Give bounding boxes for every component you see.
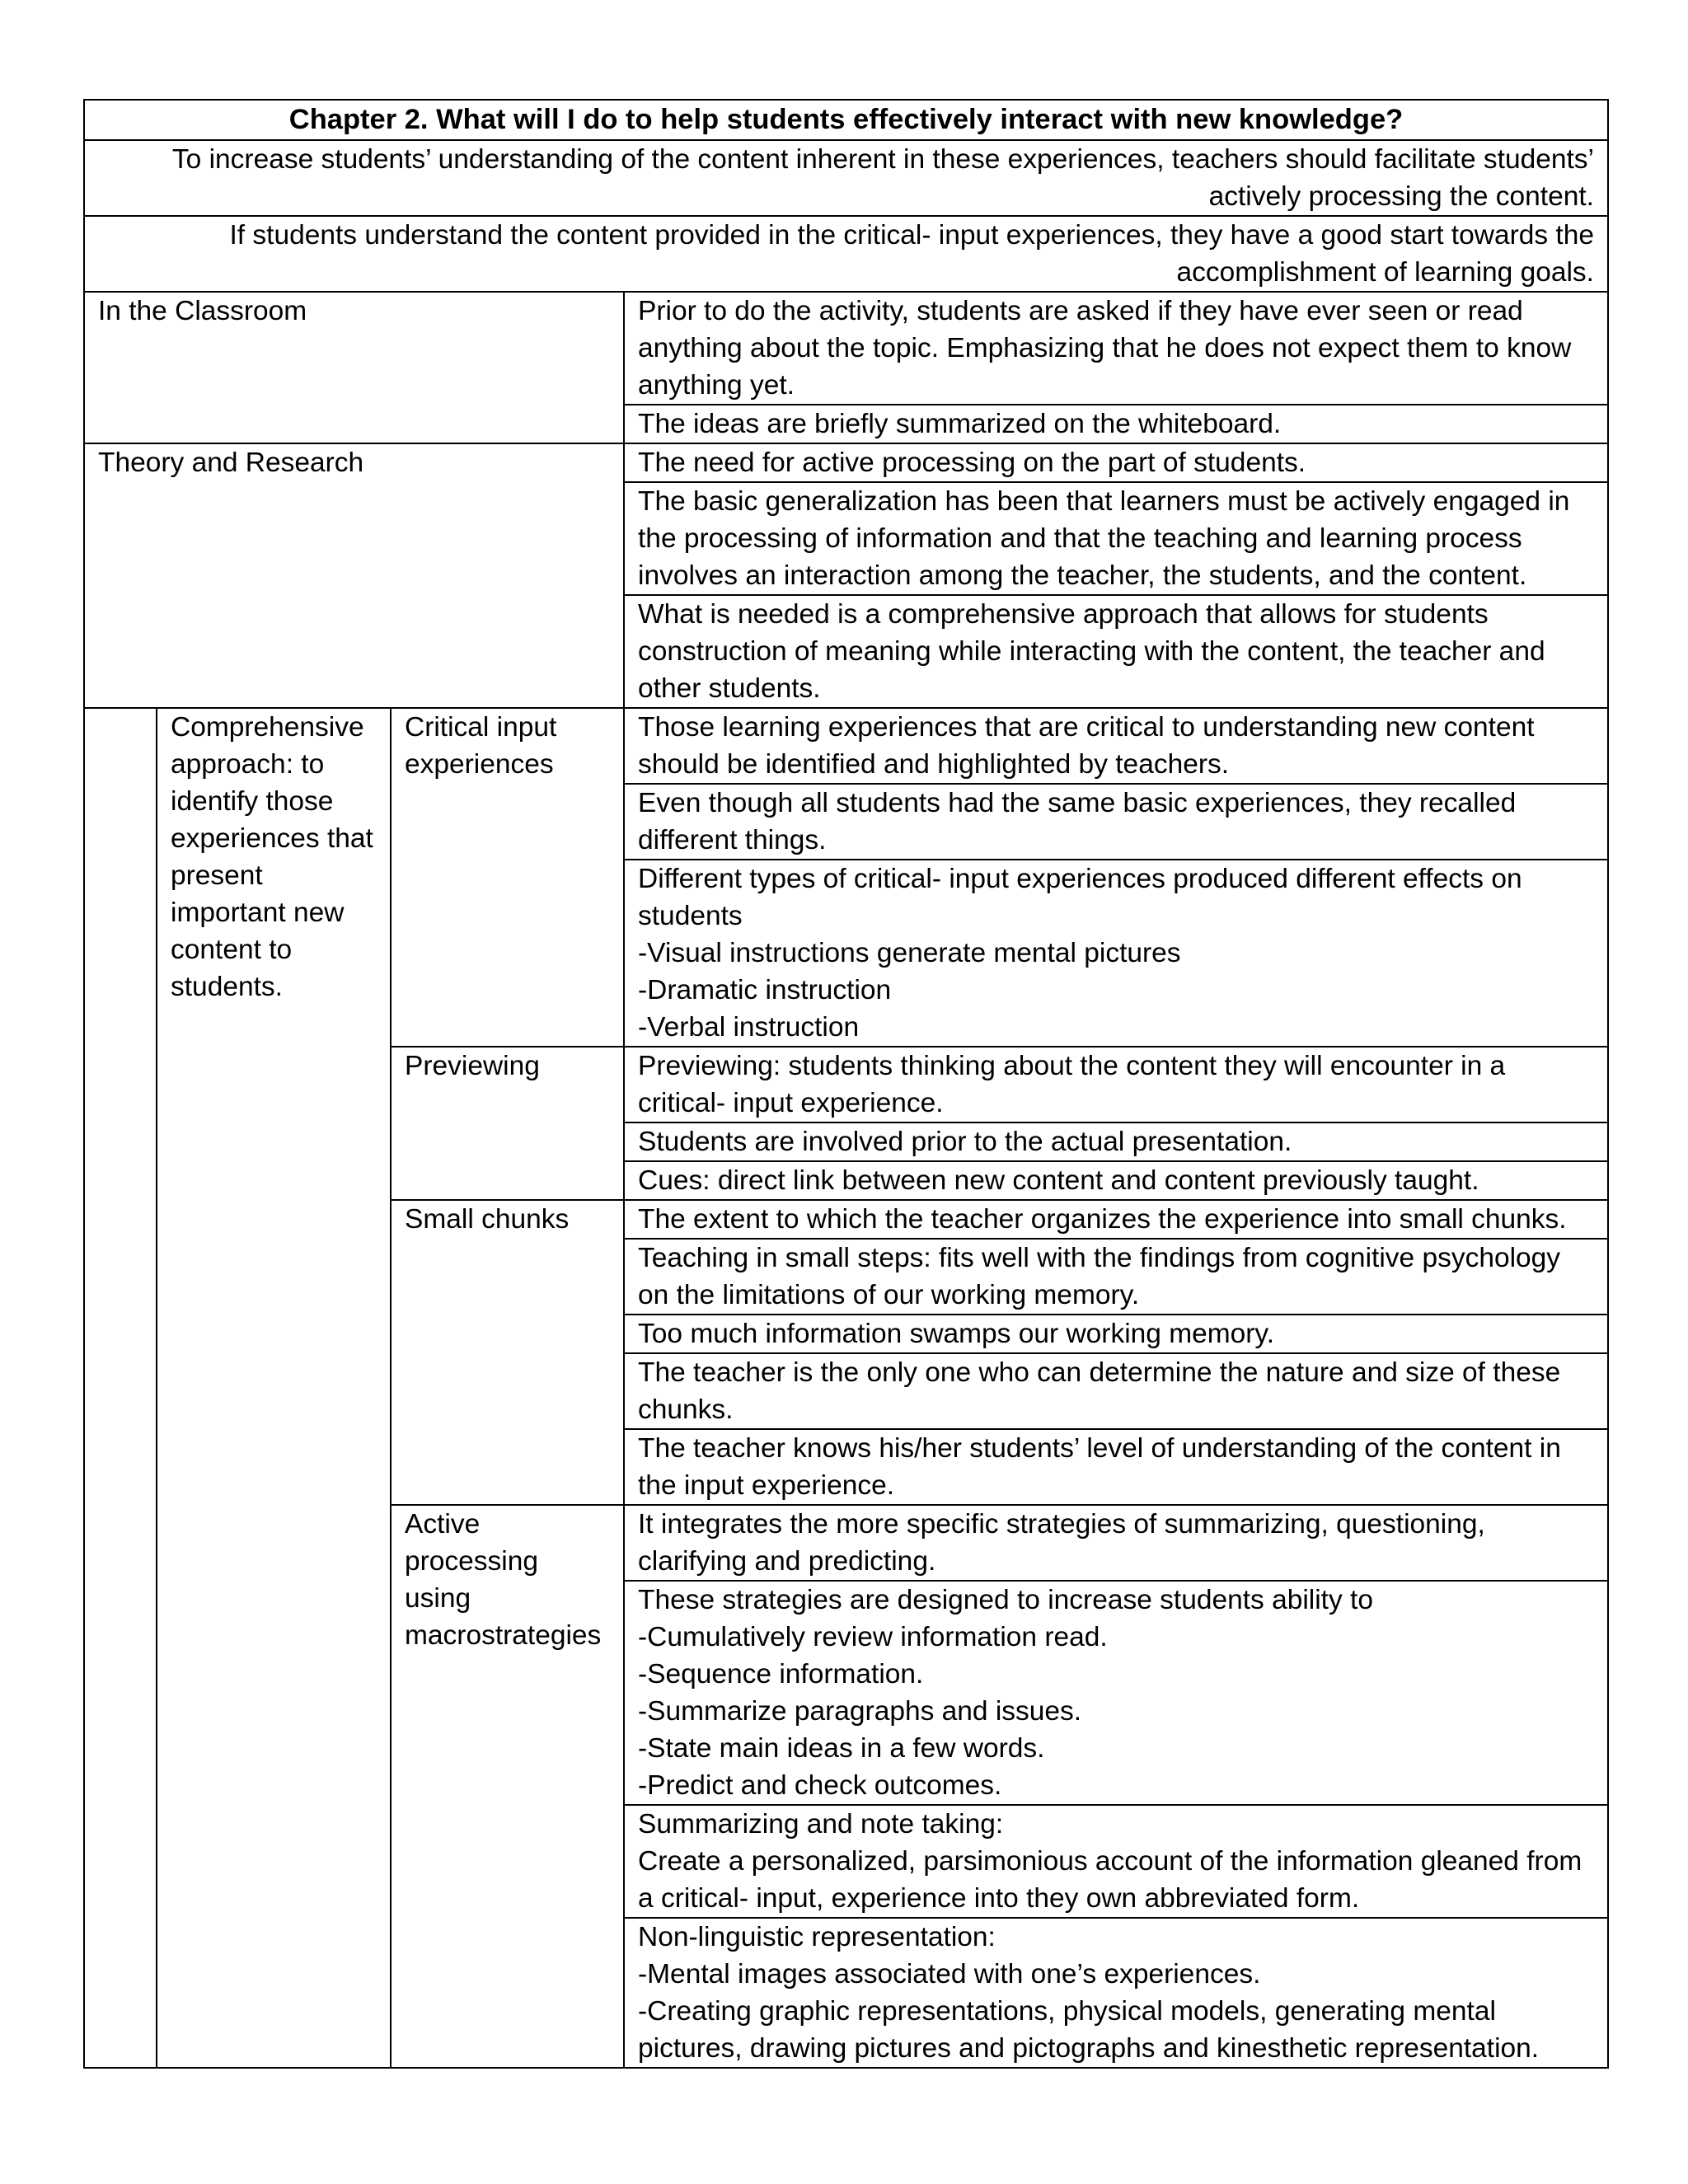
previewing-label: Previewing (391, 1047, 624, 1200)
critical-input-note: Even though all students had the same basic experiences, they recalled different things. (624, 784, 1608, 860)
active-processing-note: Summarizing and note taking: Create a personalized, parsimonious account of the information gleaned from a critical- input, experience into they own abbreviated form. (624, 1805, 1608, 1918)
theory-note: The need for active processing on the part of students. (624, 443, 1608, 482)
small-chunks-label: Small chunks (391, 1200, 624, 1505)
small-chunks-note: Teaching in small steps: fits well with the findings from cognitive psychology on the limitations of our working memory. (624, 1239, 1608, 1315)
small-chunks-note: The extent to which the teacher organizes the experience into small chunks. (624, 1200, 1608, 1239)
title-row (84, 100, 1608, 140)
previewing-note: Previewing: students thinking about the content they will encounter in a critical- input experience. (624, 1047, 1608, 1122)
theory-label: Theory and Research (84, 443, 624, 708)
classroom-label: In the Classroom (84, 292, 624, 443)
indent-spacer (84, 708, 157, 2068)
theory-note: The basic generalization has been that learners must be actively engaged in the processing of information and that the teaching and learning process involves an interaction among the teacher, the students, and the content. (624, 482, 1608, 595)
classroom-note: The ideas are briefly summarized on the whiteboard. (624, 405, 1608, 443)
critical-row (84, 708, 1608, 784)
active-processing-note: Non-linguistic representation: -Mental images associated with one’s experiences. -Creating graphic representations, physical models, generating mental pictures, drawing pictures and pictographs and kinesthetic representation. (624, 1918, 1608, 2068)
small-chunks-note: The teacher is the only one who can determine the nature and size of these chunks. (624, 1353, 1608, 1429)
small-chunks-note: The teacher knows his/her students’ level of understanding of the content in the input experience. (624, 1429, 1608, 1505)
previewing-note: Cues: direct link between new content and content previously taught. (624, 1161, 1608, 1200)
intro-paragraph-1: To increase students’ understanding of the content inherent in these experiences, teachers should facilitate students’ actively processing the content. (84, 140, 1608, 216)
active-processing-note: These strategies are designed to increase students ability to -Cumulatively review information read. -Sequence information. -Summarize paragraphs and issues. -State main ideas in a few words. -Predict and check outcomes. (624, 1581, 1608, 1805)
critical-input-note: Those learning experiences that are critical to understanding new content should be identified and highlighted by teachers. (624, 708, 1608, 784)
classroom-row (84, 292, 1608, 405)
intro-paragraph-2: If students understand the content provided in the critical- input experiences, they have a good start towards the accomplishment of learning goals. (84, 216, 1608, 292)
chapter-table (83, 99, 1609, 2069)
small-chunks-note: Too much information swamps our working memory. (624, 1315, 1608, 1353)
critical-input-note: Different types of critical- input experiences produced different effects on students -Visual instructions generate mental pictures -Dramatic instruction -Verbal instruction (624, 860, 1608, 1047)
theory-row (84, 443, 1608, 482)
critical-input-label: Critical input experiences (391, 708, 624, 1047)
intro-row (84, 140, 1608, 216)
intro-row (84, 216, 1608, 292)
active-processing-note: It integrates the more specific strategies of summarizing, questioning, clarifying and predicting. (624, 1505, 1608, 1581)
classroom-note: Prior to do the activity, students are asked if they have ever seen or read anything about the topic. Emphasizing that he does not expect them to know anything yet. (624, 292, 1608, 405)
active-processing-label: Active processing using macrostrategies (391, 1505, 624, 2068)
chapter-title: Chapter 2. What will I do to help students effectively interact with new knowledge? (84, 100, 1608, 140)
approach-label: Comprehensive approach: to identify those experiences that present important new content to students. (157, 708, 391, 2068)
theory-note: What is needed is a comprehensive approach that allows for students construction of meaning while interacting with the content, the teacher and other students. (624, 595, 1608, 708)
previewing-note: Students are involved prior to the actual presentation. (624, 1122, 1608, 1161)
